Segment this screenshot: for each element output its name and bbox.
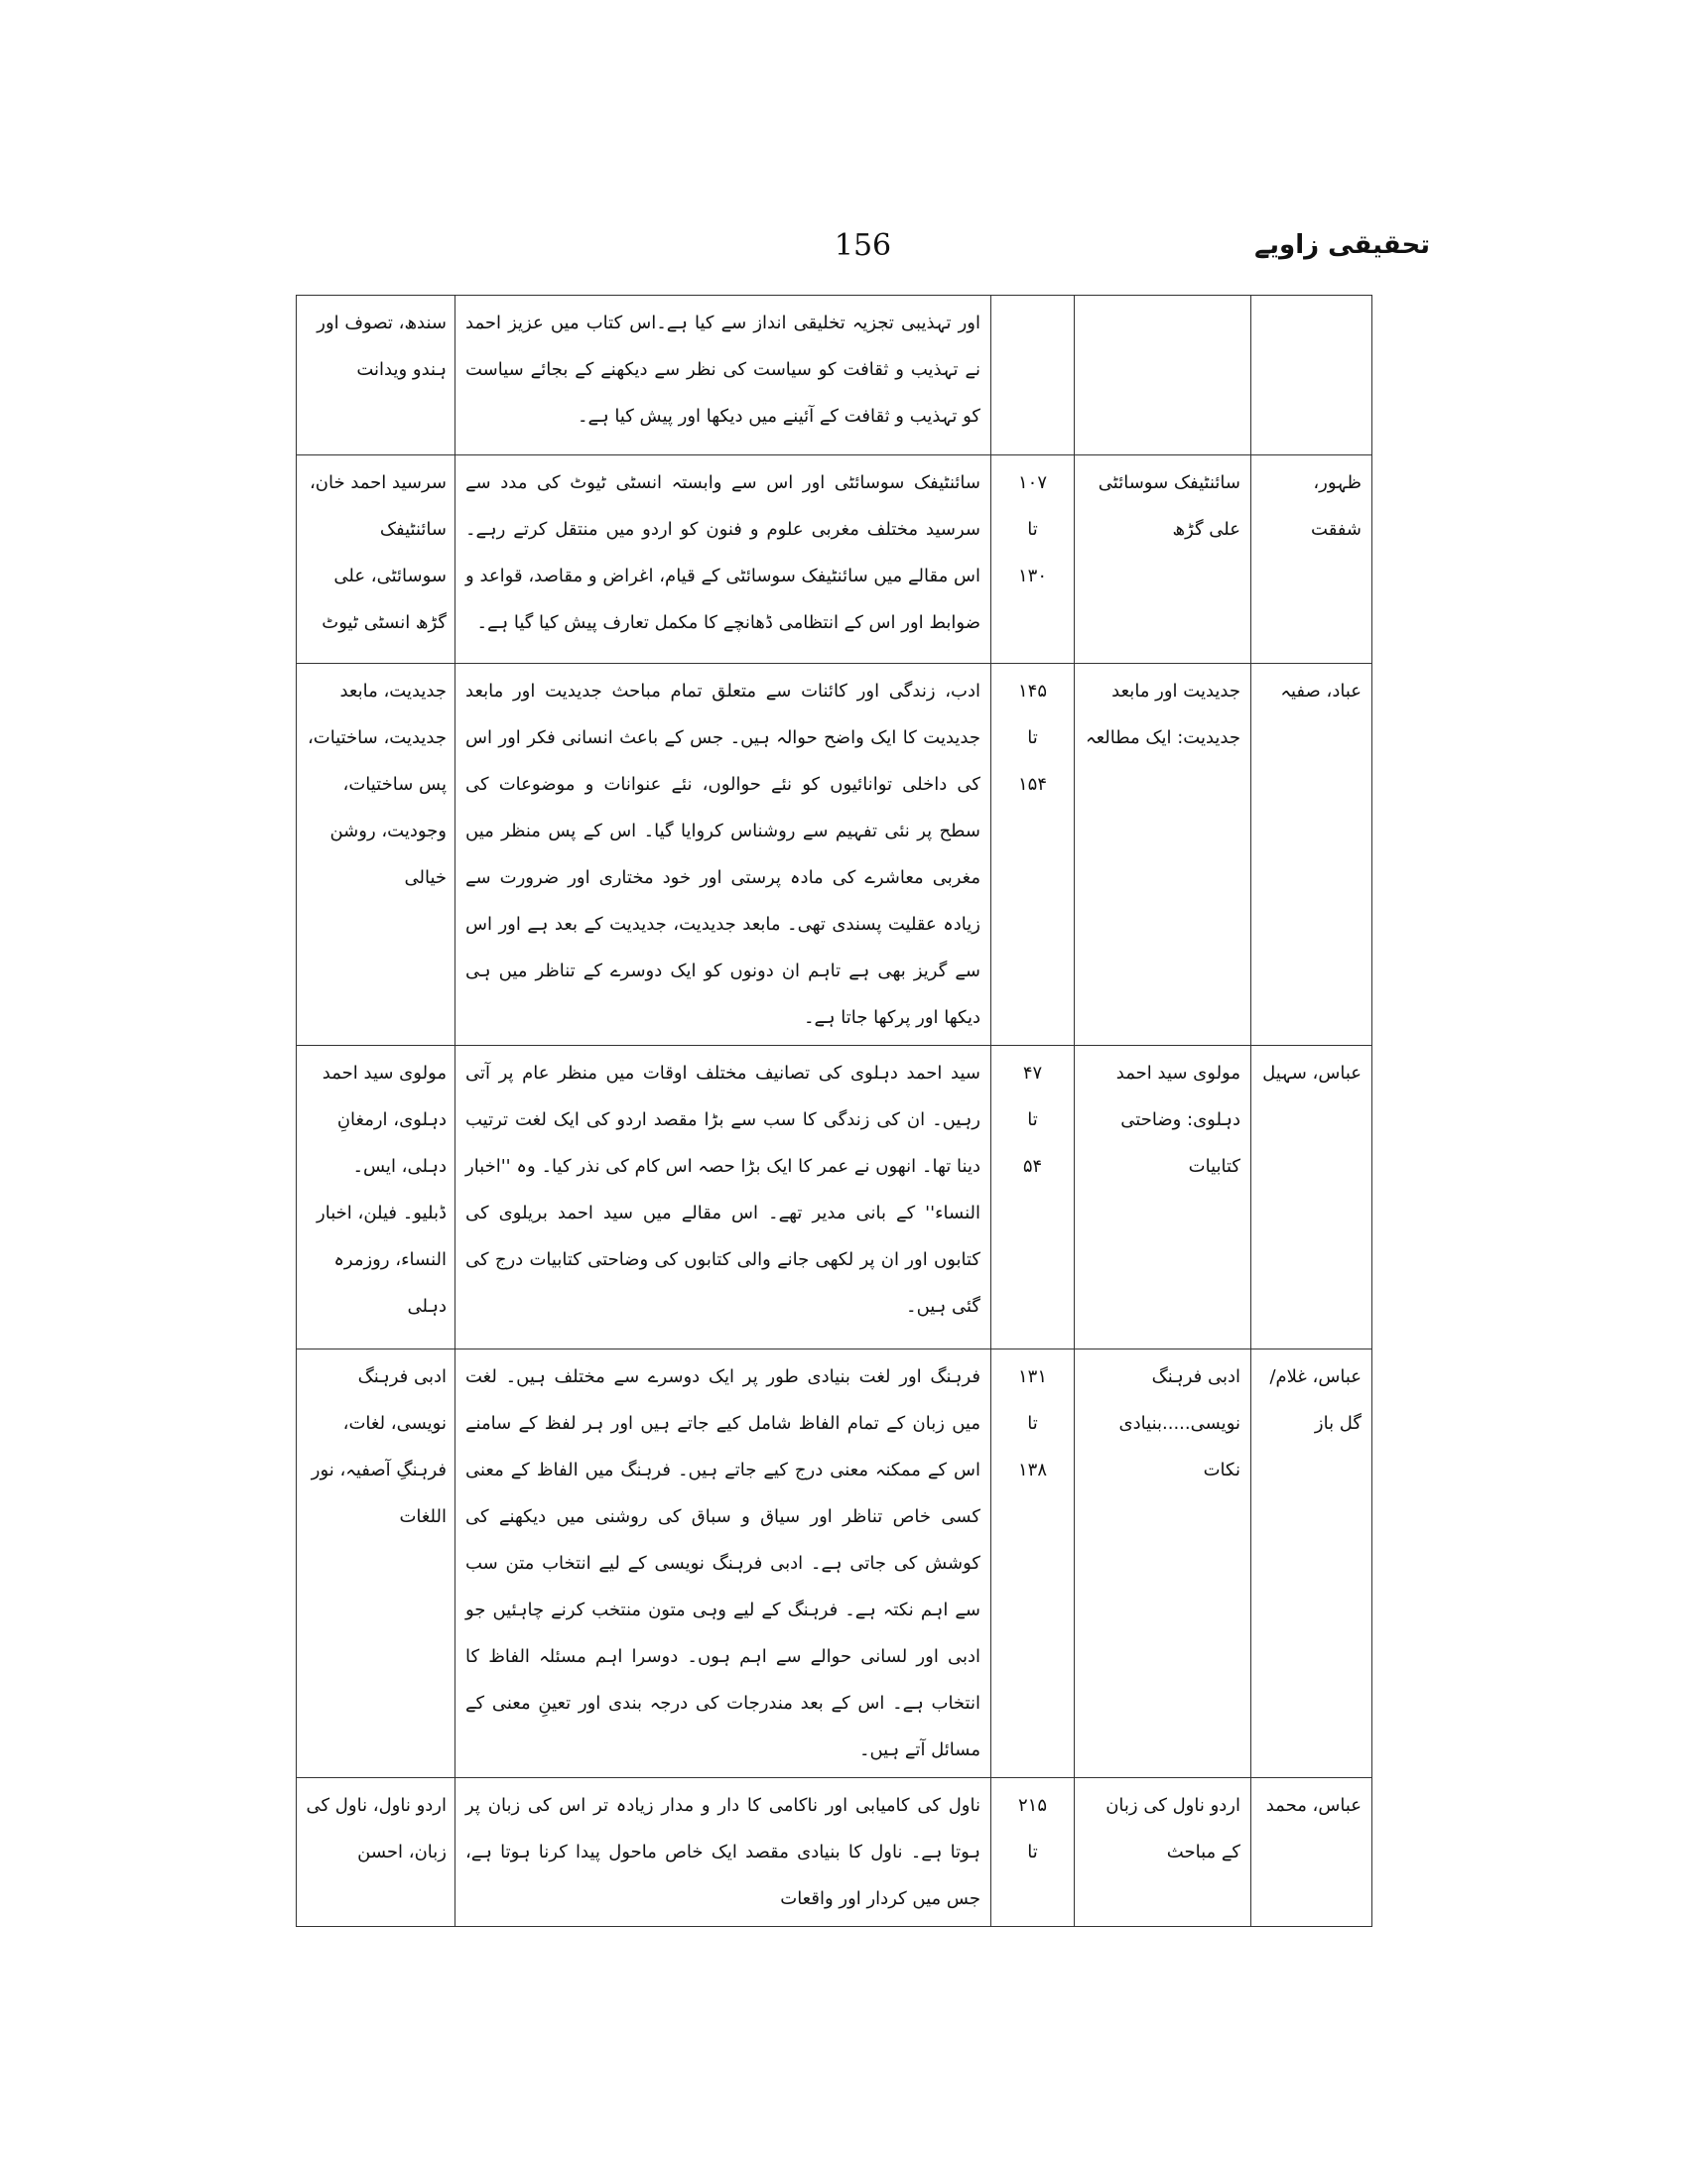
title-cell: جدیدیت اور مابعد جدیدیت: ایک مطالعہ [1075, 664, 1251, 1046]
pages-cell [991, 296, 1075, 455]
keywords-cell: سندھ، تصوف اور ہندو ویدانت [297, 296, 455, 455]
description-cell: فرہنگ اور لغت بنیادی طور پر ایک دوسرے سے مختلف ہیں۔ لغت میں زبان کے تمام الفاظ شامل کیے جاتے ہیں اور ہر لفظ کے سامنے اس کے ممکنہ معنی درج کیے جاتے ہیں۔ فرہنگ میں الفاظ کے معنی کسی خاص تناظر اور سیاق و سباق کی روشنی میں دیکھنے کی کوشش کی جاتی ہے۔ ادبی فرہنگ نویسی کے لیے انتخاب متن سب سے اہم نکتہ ہے۔ فرہنگ کے لیے وہی متون منتخب کرنے چاہئیں جو ادبی اور لسانی حوالے سے اہم ہوں۔ دوسرا اہم مسئلہ الفاظ کا انتخاب ہے۔ اس کے بعد مندرجات کی درجہ بندی اور تعینِ معنی کے مسائل آتے ہیں۔ [455, 1349, 991, 1778]
description-cell: سید احمد دہلوی کی تصانیف مختلف اوقات میں منظر عام پر آتی رہیں۔ ان کی زندگی کا سب سے بڑا مقصد اردو کی ایک لغت ترتیب دینا تھا۔ انھوں نے عمر کا ایک بڑا حصہ اس کام کی نذر کیا۔ وہ ''اخبار النساء'' کے بانی مدیر تھے۔ اس مقالے میں سید احمد بریلوی کی کتابوں اور ان پر لکھی جانے والی کتابوں کی وضاحتی کتابیات درج کی گئی ہیں۔ [455, 1046, 991, 1349]
description-cell: ناول کی کامیابی اور ناکامی کا دار و مدار زیادہ تر اس کی زبان پر ہوتا ہے۔ ناول کا بنیادی مقصد ایک خاص ماحول پیدا کرنا ہوتا ہے، جس میں کردار اور واقعات [455, 1778, 991, 1927]
title-cell: مولوی سید احمد دہلوی: وضاحتی کتابیات [1075, 1046, 1251, 1349]
title-cell [1075, 296, 1251, 455]
pages-cell [991, 1046, 1075, 1349]
keywords-cell: جدیدیت، مابعد جدیدیت، ساختیات، پس ساختیات، وجودیت، روشن خیالی [297, 664, 455, 1046]
title-cell: اردو ناول کی زبان کے مباحث [1075, 1778, 1251, 1927]
pages-cell [991, 664, 1075, 1046]
author-cell: عباس، سہیل [1251, 1046, 1372, 1349]
page-start: ۲۱۵ [1017, 1795, 1047, 1816]
page-to: تا [1027, 727, 1038, 748]
description-cell: اور تہذیبی تجزیہ تخلیقی انداز سے کیا ہے۔اس کتاب میں عزیز احمد نے تہذیب و ثقافت کو سیاست کی نظر سے دیکھنے کے بجائے سیاست کو تہذیب و ثقافت کے آئینے میں دیکھا اور پیش کیا ہے۔ [455, 296, 991, 455]
pages-cell [991, 1778, 1075, 1927]
keywords-cell: سرسید احمد خان، سائنٹیفک سوسائٹی، علی گڑھ انسٹی ٹیوٹ [297, 455, 455, 664]
table-row [297, 1349, 1372, 1778]
page-to: تا [1027, 1413, 1038, 1434]
page-to: تا [1027, 519, 1038, 540]
author-cell: ظہور، شفقت [1251, 455, 1372, 664]
title-cell: سائنٹیفک سوسائٹی علی گڑھ [1075, 455, 1251, 664]
page-start: ۱۳۱ [1017, 1366, 1047, 1387]
table-row [297, 1046, 1372, 1349]
table-row [297, 1778, 1372, 1927]
keywords-cell: اردو ناول، ناول کی زبان، احسن [297, 1778, 455, 1927]
pages-cell [991, 455, 1075, 664]
page-start: ۴۷ [1022, 1063, 1043, 1084]
table-row [297, 455, 1372, 664]
page-end: ۵۴ [1022, 1156, 1043, 1177]
author-cell: عباس، محمد [1251, 1778, 1372, 1927]
page-number: 156 [834, 228, 892, 263]
page-to: تا [1027, 1842, 1038, 1863]
description-cell: سائنٹیفک سوسائٹی اور اس سے وابستہ انسٹی ٹیوٹ کی مدد سے سرسید مختلف مغربی علوم و فنون کو اردو میں منتقل کرتے رہے۔اس مقالے میں سائنٹیفک سوسائٹی کے قیام، اغراض و مقاصد، قواعد و ضوابط اور اس کے انتظامی ڈھانچے کا مکمل تعارف پیش کیا گیا ہے۔ [455, 455, 991, 664]
page-start: ۱۰۷ [1017, 472, 1047, 493]
description-cell: ادب، زندگی اور کائنات سے متعلق تمام مباحث جدیدیت اور مابعد جدیدیت کا ایک واضح حوالہ ہیں۔ جس کے باعث انسانی فکر اور اس کی داخلی توانائیوں کو نئے حوالوں، نئے عنوانات و موضوعات کی سطح پر نئی تفہیم سے روشناس کروایا گیا۔ اس کے پس منظر میں مغربی معاشرے کی مادہ پرستی اور خود مختاری اور ضرورت سے زیادہ عقلیت پسندی تھی۔ مابعد جدیدیت، جدیدیت کے بعد ہے اور اس سے گریز بھی ہے تاہم ان دونوں کو ایک دوسرے کے تناظر میں ہی دیکھا اور پرکھا جاتا ہے۔ [455, 664, 991, 1046]
author-cell: عباد، صفیہ [1251, 664, 1372, 1046]
page-end: ۱۳۸ [1017, 1460, 1047, 1480]
page-header [296, 226, 1430, 276]
pages-cell [991, 1349, 1075, 1778]
author-cell: عباس، غلام/ گل باز [1251, 1349, 1372, 1778]
running-title: تحقیقی زاویے [1254, 230, 1430, 260]
title-cell: ادبی فرہنگ نویسی.....بنیادی نکات [1075, 1349, 1251, 1778]
page-end: ۱۵۴ [1017, 774, 1047, 795]
page-start: ۱۴۵ [1017, 681, 1047, 702]
bibliography-table [296, 295, 1371, 1927]
page-end: ۱۳۰ [1017, 566, 1047, 586]
author-cell [1251, 296, 1372, 455]
table-row [297, 296, 1372, 455]
page-to: تا [1027, 1109, 1038, 1130]
keywords-cell: مولوی سید احمد دہلوی، ارمغانِ دہلی، ایس۔ ڈبلیو۔ فیلن، اخبار النساء، روزمرہ دہلی [297, 1046, 455, 1349]
keywords-cell: ادبی فرہنگ نویسی، لغات، فرہنگِ آصفیہ، نور اللغات [297, 1349, 455, 1778]
table-row [297, 664, 1372, 1046]
